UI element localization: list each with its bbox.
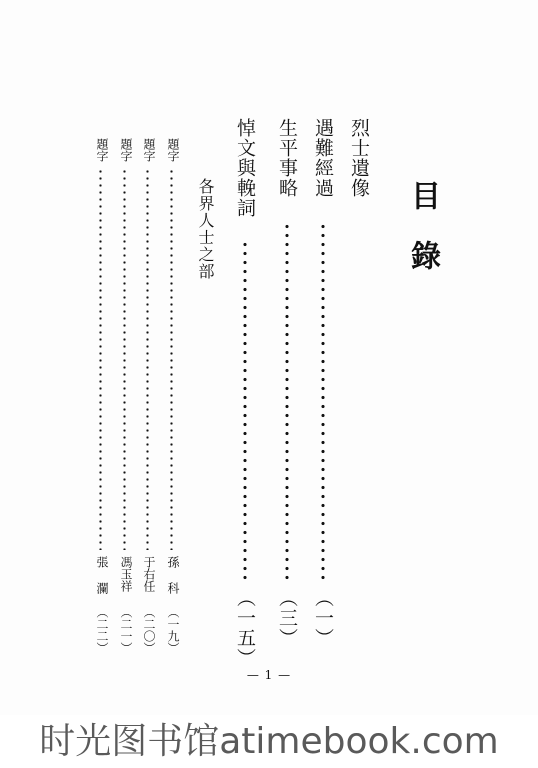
toc-entry-label: 遇難經過 bbox=[312, 118, 334, 198]
sub-leader-dots bbox=[99, 168, 102, 550]
toc-entry-label: 生平事略 bbox=[276, 118, 298, 198]
toc-entry-page: （三） bbox=[276, 588, 298, 648]
sub-entry-author: 馮玉祥 bbox=[119, 556, 133, 592]
sub-entry-author: 張 瀾 bbox=[95, 556, 109, 594]
sub-leader-dots bbox=[146, 168, 149, 550]
section-heading: 各界人士之部 bbox=[196, 178, 215, 280]
toc-entry-page: （一） bbox=[312, 588, 334, 648]
page-title: 目錄 bbox=[405, 180, 440, 300]
toc-entry-page: （一五） bbox=[234, 588, 256, 668]
sub-entry-page: （一九） bbox=[166, 606, 180, 654]
sub-entry-page: （二〇） bbox=[142, 606, 156, 654]
toc-leader-dots bbox=[285, 222, 289, 582]
sub-leader-dots bbox=[170, 168, 173, 550]
sub-entry-author: 于右任 bbox=[142, 556, 156, 592]
sub-entry-label: 題字 bbox=[142, 138, 156, 162]
page-number: — 1 — bbox=[246, 668, 292, 682]
sub-entry-author: 孫 科 bbox=[166, 556, 180, 594]
watermark-text: 时光图书馆atimebook.com bbox=[39, 721, 499, 762]
sub-leader-dots bbox=[123, 168, 126, 550]
sub-entry-page: （二二） bbox=[95, 606, 109, 654]
toc-entry-label: 烈士遺像 bbox=[348, 118, 370, 198]
toc-leader-dots bbox=[321, 222, 325, 582]
sub-entry-page: （二一） bbox=[119, 606, 133, 654]
sub-entry-label: 題字 bbox=[119, 138, 133, 162]
toc-leader-dots bbox=[243, 240, 247, 582]
sub-entry-label: 題字 bbox=[166, 138, 180, 162]
sub-entry-label: 題字 bbox=[95, 138, 109, 162]
toc-entry-label: 悼文與輓詞 bbox=[234, 118, 256, 218]
